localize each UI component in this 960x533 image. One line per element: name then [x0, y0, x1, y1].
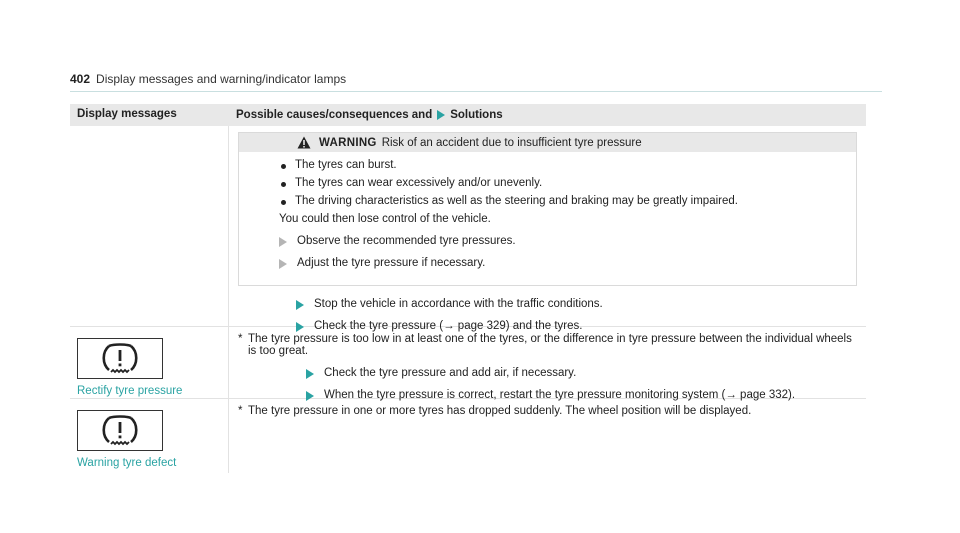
table-row — [70, 399, 866, 473]
col-header-causes-prefix: Possible causes/consequences and — [236, 109, 433, 121]
warning-body — [239, 152, 856, 285]
tyre-pressure-warning-icon — [98, 342, 142, 376]
action-text: Adjust the tyre pressure if necessary. — [297, 257, 486, 269]
arrow-right-icon — [296, 300, 304, 310]
footnote-star: * — [238, 333, 243, 345]
warning-header — [239, 133, 856, 152]
arrow-right-icon — [279, 237, 287, 247]
col-header-display-messages: Display messages — [77, 108, 177, 120]
list-item: The tyres can burst. — [279, 159, 847, 171]
page-number: 402 — [70, 72, 91, 86]
display-message-label: Warning tyre defect — [77, 457, 177, 469]
warning-box — [238, 132, 857, 286]
solutions-cell — [229, 399, 866, 473]
footnote-text: The tyre pressure is too low in at least one of the tyres, or the difference in tyre pressure between the individual wheels is too great. — [248, 333, 852, 357]
arrow-right-icon — [306, 369, 314, 379]
footnote — [238, 333, 857, 357]
col-header-causes — [229, 104, 866, 126]
arrow-right-icon — [437, 110, 445, 120]
list-item: The driving characteristics as well as the steering and braking may be greatly impaired. — [279, 195, 847, 207]
solution-action — [306, 367, 857, 379]
table-header — [70, 104, 866, 126]
action-text: Stop the vehicle in accordance with the traffic conditions. — [314, 298, 603, 310]
solutions-cell — [229, 126, 866, 332]
footnote-text: The tyre pressure in one or more tyres has dropped suddenly. The wheel position will be displayed. — [248, 405, 752, 417]
col-header-solutions: Solutions — [450, 109, 503, 121]
action-text: When the tyre pressure is correct, restart the tyre pressure monitoring system (→ page 332). — [324, 389, 796, 401]
warning-action — [279, 235, 847, 247]
footnote — [238, 405, 857, 417]
display-message-label: Rectify tyre pressure — [77, 385, 183, 397]
arrow-right-icon — [279, 259, 287, 269]
display-message-cell — [70, 399, 229, 473]
warning-text: Risk of an accident due to insufficient tyre pressure — [381, 136, 642, 149]
solutions-cell — [229, 327, 866, 401]
display-message-cell — [70, 126, 229, 326]
messages-table — [70, 104, 866, 473]
page-header — [70, 72, 882, 92]
action-text: Check the tyre pressure (→ page 329) and the tyres. — [314, 320, 583, 332]
table-row — [70, 126, 866, 332]
table-row — [70, 327, 866, 399]
warning-label: WARNING — [319, 136, 377, 149]
warning-triangle-icon — [297, 136, 311, 149]
tyre-pressure-warning-icon — [77, 338, 163, 379]
action-text: Observe the recommended tyre pressures. — [297, 235, 516, 247]
warning-action — [279, 257, 847, 269]
tyre-pressure-warning-icon — [98, 414, 142, 448]
page-title: Display messages and warning/indicator lamps — [96, 72, 347, 86]
footnote-star: * — [238, 405, 243, 417]
list-item: The tyres can wear excessively and/or unevenly. — [279, 177, 847, 189]
tyre-pressure-warning-icon — [77, 410, 163, 451]
action-text: Check the tyre pressure and add air, if necessary. — [324, 367, 577, 379]
warning-consequence: You could then lose control of the vehicle. — [279, 213, 491, 225]
solution-action — [296, 298, 857, 310]
display-message-cell — [70, 327, 229, 398]
